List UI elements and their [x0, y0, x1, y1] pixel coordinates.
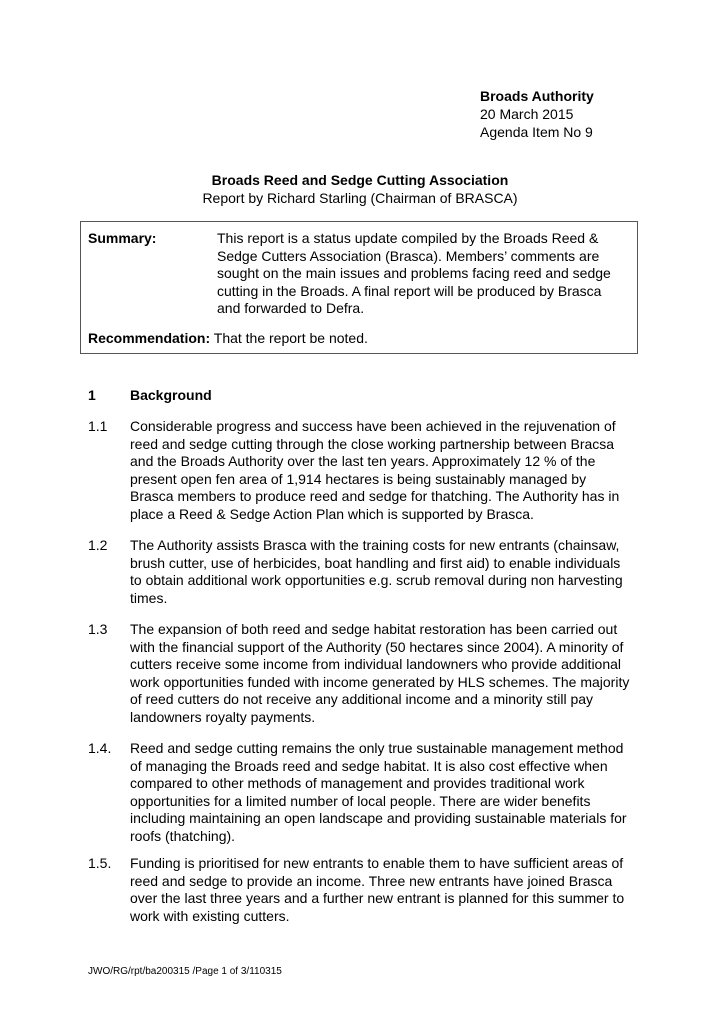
recommendation-line	[88, 330, 368, 346]
paragraph-number: 1.4.	[88, 740, 112, 756]
recommendation-text: That the report be noted.	[210, 330, 368, 346]
paragraph-1-1	[88, 418, 633, 528]
section-title: Background	[130, 387, 212, 403]
summary-label: Summary:	[88, 230, 157, 246]
paragraph-number: 1.2	[88, 537, 108, 553]
page-footer: JWO/RG/rpt/ba200315 /Page 1 of 3/110315	[88, 966, 282, 977]
header-organisation: Broads Authority	[480, 88, 594, 104]
paragraph-1-2	[88, 537, 633, 612]
paragraph-1-3	[88, 621, 633, 731]
report-title: Broads Reed and Sedge Cutting Association	[211, 172, 509, 188]
summary-text: This report is a status update compiled by the Broads Reed & Sedge Cutters Association (Brasca). Members’ comments are sought on the main issues and problems facing reed and sedge cutting in the Broads. A final report will be produced by Brasca and forwarded to Defra.	[217, 230, 611, 316]
section-number: 1	[88, 387, 96, 403]
document-header	[480, 87, 594, 141]
paragraph-text: Reed and sedge cutting remains the only true sustainable management method of managing the Broads reed and sedge habitat. It is also cost effective when compared to other methods of management and provides traditional work opportunities for a limited number of local people. There are wider benefits including maintaining an open landscape and providing sustainable materials for roofs (thatching).	[130, 740, 627, 844]
report-subtitle: Report by Richard Starling (Chairman of BRASCA)	[202, 190, 518, 206]
paragraph-text: Considerable progress and success have been achieved in the rejuvenation of reed and sedge cutting through the close working partnership between Bracsa and the Broads Authority over the last ten years. Approximately 12 % of the present open fen area of 1,914 hectares is being sustainably managed by Brasca members to produce reed and sedge for thatching. The Authority has in place a Reed & Sedge Action Plan which is supported by Brasca.	[130, 418, 620, 522]
header-agenda-item: Agenda Item No 9	[480, 124, 593, 140]
recommendation-label: Recommendation:	[88, 330, 211, 346]
paragraph-1-5	[88, 855, 633, 930]
header-date: 20 March 2015	[480, 106, 574, 122]
paragraph-number: 1.3	[88, 621, 108, 637]
summary-box	[80, 221, 638, 354]
report-title-block	[0, 171, 720, 207]
paragraph-text: The Authority assists Brasca with the training costs for new entrants (chainsaw, brush cutter, use of herbicides, boat handling and first aid) to enable individuals to obtain additional work opportunities e.g. scrub removal during non harvesting times.	[130, 537, 623, 606]
section-heading	[88, 387, 633, 407]
paragraph-number: 1.1	[88, 418, 108, 434]
paragraph-number: 1.5.	[88, 855, 112, 871]
paragraph-1-4	[88, 740, 633, 850]
paragraph-text: Funding is prioritised for new entrants to enable them to have sufficient areas of reed and sedge to provide an income. Three new entrants have joined Brasca over the last three years and a further new entrant is planned for this summer to work with existing cutters.	[130, 855, 625, 924]
paragraph-text: The expansion of both reed and sedge habitat restoration has been carried out with the financial support of the Authority (50 hectares since 2004). A minority of cutters receive some income from individual landowners who provide additional work opportunities funded with income generated by HLS schemes. The majority of reed cutters do not receive any additional income and a minority still pay landowners royalty payments.	[130, 621, 630, 725]
